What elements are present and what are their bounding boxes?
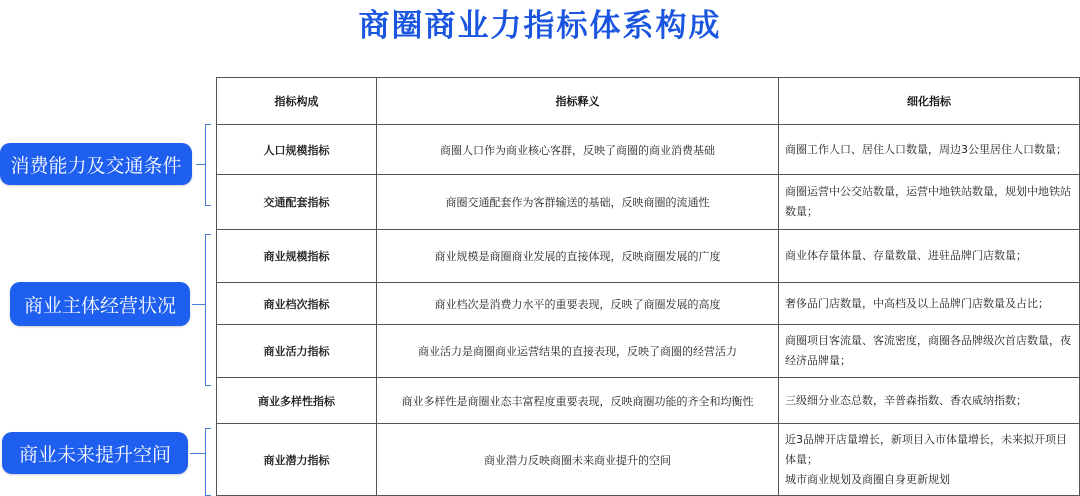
- table-row: [217, 283, 1080, 325]
- indicator-table: [216, 77, 1080, 496]
- indicator-name: 商业活力指标: [217, 325, 377, 378]
- indicator-name: 人口规模指标: [217, 125, 377, 175]
- indicator-name: 商业档次指标: [217, 283, 377, 325]
- indicator-name: 交通配套指标: [217, 175, 377, 230]
- indicator-detail: [779, 424, 1080, 496]
- indicator-detail: 商圈运营中公交站数量，运营中地铁站数量，规划中地铁站数量；: [779, 175, 1080, 230]
- indicator-definition: 商业多样性是商圈业态丰富程度重要表现，反映商圈功能的齐全和均衡性: [377, 378, 779, 424]
- table-row: [217, 230, 1080, 283]
- indicator-detail: 商圈项目客流量、客流密度，商圈各品牌级次首店数量，夜经济品牌量；: [779, 325, 1080, 378]
- bracket-consumption-transport: [205, 124, 211, 206]
- bracket-future-potential: [205, 428, 211, 496]
- category-future-potential: 商业未来提升空间: [2, 432, 188, 474]
- indicator-definition: 商圈人口作为商业核心客群，反映了商圈的商业消费基础: [377, 125, 779, 175]
- indicator-name: 商业多样性指标: [217, 378, 377, 424]
- category-consumption-transport: 消费能力及交通条件: [0, 143, 192, 185]
- table-header-row: [217, 78, 1080, 125]
- indicator-detail: 三级细分业态总数，辛普森指数、香农威纳指数；: [779, 378, 1080, 424]
- table-row: [217, 175, 1080, 230]
- indicator-detail: 商业体存量体量、存量数量、进驻品牌门店数量；: [779, 230, 1080, 283]
- indicator-definition: 商业潜力反映商圈未来商业提升的空间: [377, 424, 779, 496]
- header-composition: 指标构成: [217, 78, 377, 125]
- table-row: [217, 378, 1080, 424]
- bracket-tick-future-potential: [190, 453, 206, 454]
- indicator-definition: 商业规模是商圈商业发展的直接体现，反映商圈发展的广度: [377, 230, 779, 283]
- indicator-name: 商业规模指标: [217, 230, 377, 283]
- indicator-definition: 商业活力是商圈商业运营结果的直接表现，反映了商圈的经营活力: [377, 325, 779, 378]
- diagram-title: 商圈商业力指标体系构成: [358, 8, 722, 44]
- indicator-definition: 商圈交通配套作为客群输送的基础，反映商圈的流通性: [377, 175, 779, 230]
- header-definition: 指标释义: [377, 78, 779, 125]
- category-business-operation: 商业主体经营状况: [10, 282, 190, 326]
- header-detail: 细化指标: [779, 78, 1080, 125]
- indicator-name: 商业潜力指标: [217, 424, 377, 496]
- bracket-business-operation: [205, 234, 211, 386]
- table-row: [217, 325, 1080, 378]
- table-row: [217, 125, 1080, 175]
- indicator-detail-line: 城市商业规划及商圈自身更新规划: [785, 472, 950, 486]
- indicator-detail: 奢侈品门店数量，中高档及以上品牌门店数量及占比；: [779, 283, 1080, 325]
- indicator-definition: 商业档次是消费力水平的重要表现，反映了商圈发展的高度: [377, 283, 779, 325]
- table-row: [217, 424, 1080, 496]
- indicator-detail-line: 近3品牌开店量增长，新项目入市体量增长，未来拟开项目体量；: [785, 432, 1067, 466]
- bracket-tick-consumption-transport: [196, 164, 206, 165]
- indicator-detail: 商圈工作人口、居住人口数量，周边3公里居住人口数量；: [779, 125, 1080, 175]
- bracket-tick-business-operation: [192, 304, 206, 305]
